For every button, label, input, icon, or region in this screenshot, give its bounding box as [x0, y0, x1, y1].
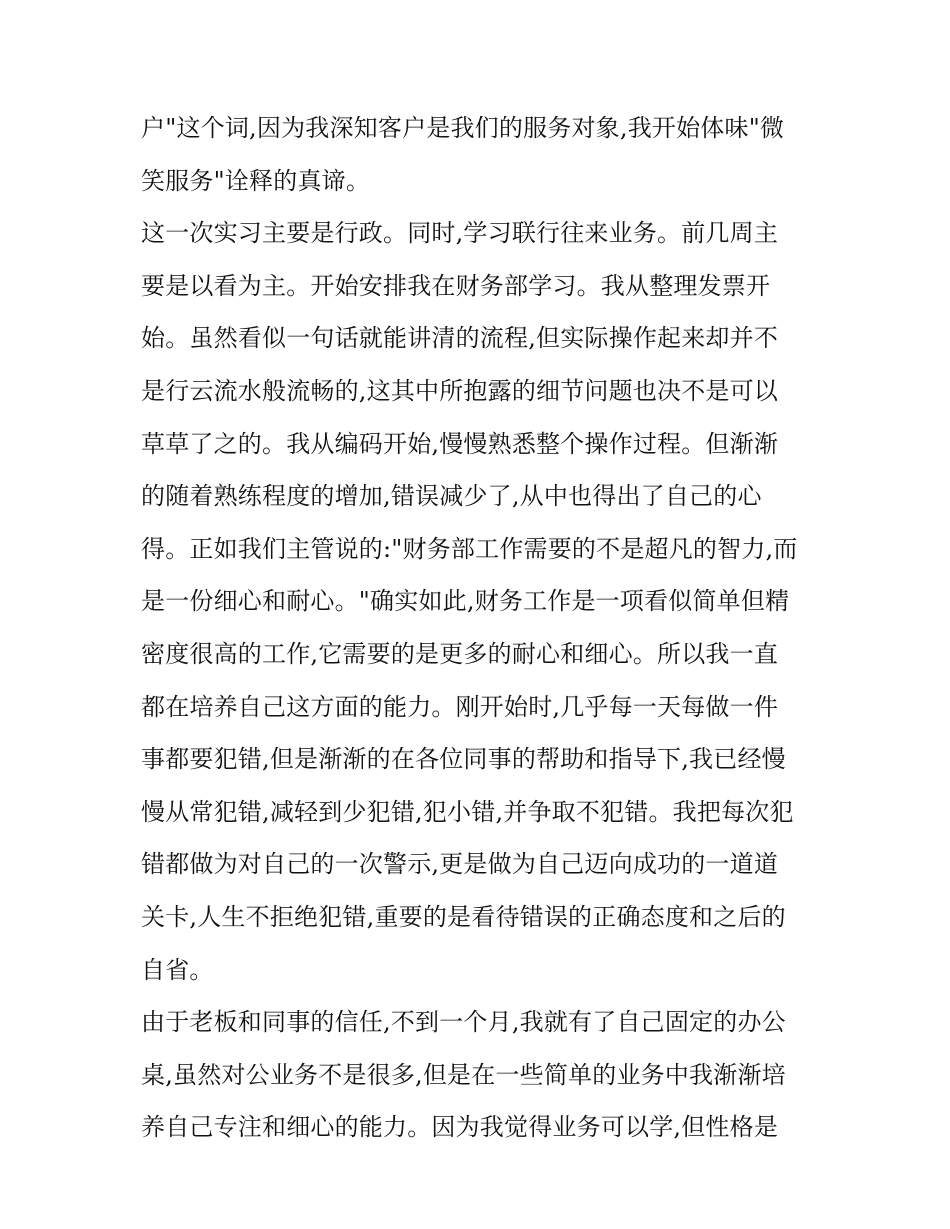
text-line: 户"这个词,因为我深知客户是我们的服务对象,我开始体味"微 — [141, 114, 785, 142]
text-line: 是一份细心和耐心。"确实如此,财务工作是一项看似简单但精 — [141, 587, 790, 616]
text-line: 关卡,人生不拒绝犯错,重要的是看待错误的正确态度和之后的 — [141, 902, 786, 931]
text-line: 密度很高的工作,它需要的是更多的耐心和细心。所以我一直 — [141, 639, 779, 668]
text-line: 自省。 — [141, 955, 214, 984]
text-line: 草草了之的。我从编码开始,慢慢熟悉整个操作过程。但渐渐 — [141, 429, 779, 458]
text-line: 事都要犯错,但是渐渐的在各位同事的帮助和指导下,我已经慢 — [141, 745, 786, 774]
text-line: 这一次实习主要是行政。同时,学习联行往来业务。前几周主 — [141, 219, 779, 248]
text-line: 是行云流水般流畅的,这其中所抱露的细节问题也决不是可以 — [141, 376, 779, 405]
text-line: 养自己专注和细心的能力。因为我觉得业务可以学,但性格是 — [141, 1113, 779, 1142]
body-text — [141, 102, 821, 1154]
text-line: 错都做为对自己的一次警示,更是做为自己迈向成功的一道道 — [141, 850, 779, 879]
text-line: 由于老板和同事的信任,不到一个月,我就有了自己固定的办公 — [141, 1008, 786, 1037]
text-line: 的随着熟练程度的增加,错误减少了,从中也得出了自己的心 — [141, 482, 762, 511]
text-line: 始。虽然看似一句话就能讲清的流程,但实际操作起来却并不 — [141, 324, 779, 353]
text-line: 都在培养自己这方面的能力。刚开始时,几乎每一天每做一件 — [141, 692, 779, 721]
text-line: 桌,虽然对公业务不是很多,但是在一些简单的业务中我渐渐培 — [141, 1060, 786, 1089]
text-line: 得。正如我们主管说的:"财务部工作需要的不是超凡的智力,而 — [141, 534, 798, 563]
text-line: 笑服务"诠释的真谛。 — [141, 166, 371, 195]
text-line: 要是以看为主。开始安排我在财务部学习。我从整理发票开 — [141, 271, 771, 300]
text-line: 慢从常犯错,减轻到少犯错,犯小错,并争取不犯错。我把每次犯 — [141, 797, 794, 826]
